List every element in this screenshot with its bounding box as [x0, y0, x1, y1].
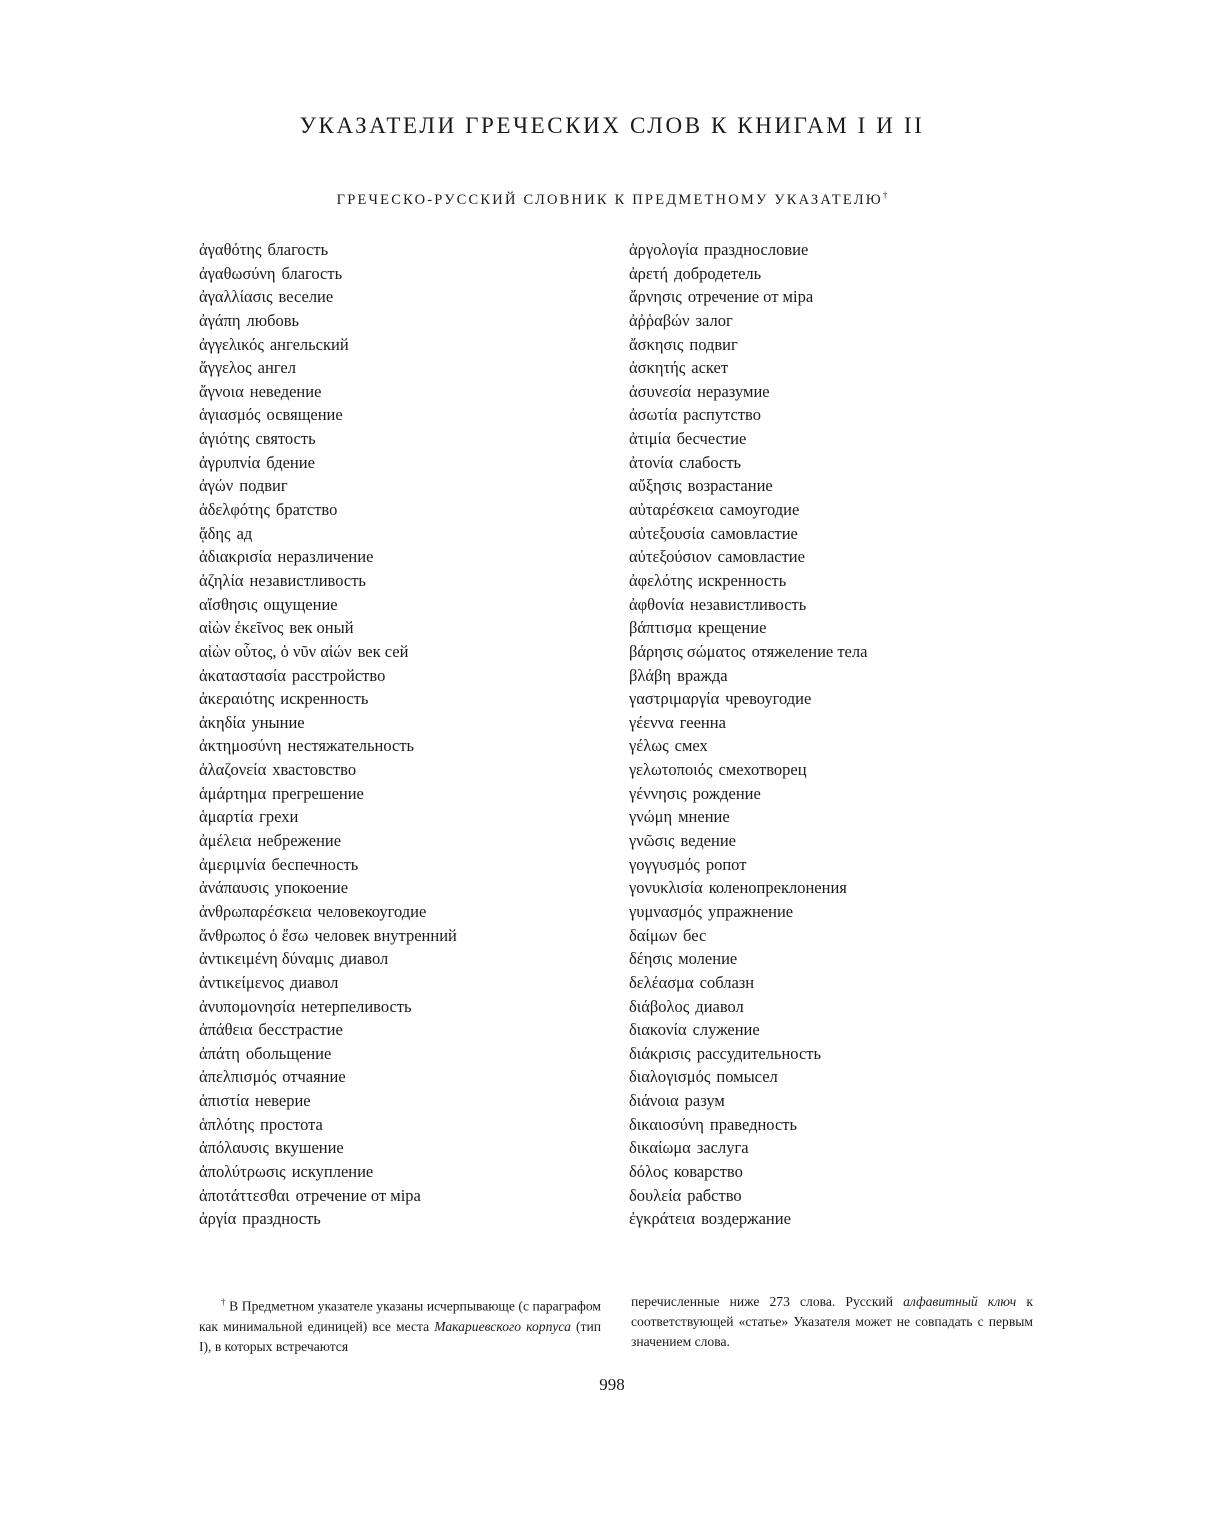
- glossary-entry: [629, 995, 1049, 1019]
- glossary-entry: [199, 1160, 619, 1184]
- greek-term: αὐταρέσκεια: [629, 500, 714, 520]
- russian-term: человек внутренний: [314, 925, 457, 945]
- russian-term: бдение: [266, 452, 315, 472]
- glossary-entry: [199, 1042, 619, 1066]
- greek-term: δόλος: [629, 1161, 668, 1181]
- glossary-entry: [629, 1089, 1049, 1113]
- glossary-entry: [199, 403, 619, 427]
- glossary-entry: [199, 285, 619, 309]
- greek-term: γνῶσις: [629, 831, 675, 851]
- russian-term: праздность: [242, 1209, 321, 1229]
- russian-term: самовластие: [717, 547, 805, 567]
- russian-term: век оный: [289, 618, 354, 638]
- footnote-text: перечисленные ниже 273 слова. Русский: [631, 1294, 904, 1309]
- footnote-text: (тип I), в которых встречаются: [199, 1318, 602, 1354]
- russian-term: нетерпеливость: [301, 996, 412, 1016]
- glossary-entry: [629, 1160, 1049, 1184]
- russian-term: ропот: [705, 854, 747, 874]
- russian-term: рассудительность: [696, 1043, 822, 1063]
- russian-term: отречение от міра: [687, 287, 814, 307]
- greek-term: γνώμη: [629, 807, 673, 827]
- russian-term: празднословие: [704, 240, 809, 259]
- russian-term: неверие: [255, 1091, 311, 1111]
- russian-term: человекоугодие: [317, 901, 427, 921]
- glossary-column-left: [199, 238, 619, 1231]
- greek-term: ἀφελότης: [629, 570, 693, 590]
- greek-term: ἀπιστία: [199, 1091, 250, 1111]
- greek-term: ἀμεριμνία: [199, 854, 266, 874]
- russian-term: моление: [678, 949, 738, 969]
- greek-term: γογγυσμός: [629, 854, 700, 874]
- glossary-entry: [629, 853, 1049, 877]
- greek-term: ἀκεραιότης: [199, 689, 275, 709]
- glossary-entry: [629, 238, 1049, 262]
- glossary-entry: [199, 805, 619, 829]
- glossary-entry: [199, 333, 619, 357]
- glossary-entry: [199, 522, 619, 546]
- russian-term: вражда: [677, 665, 728, 685]
- russian-term: подвиг: [239, 476, 288, 496]
- russian-term: коленопреклонения: [708, 878, 847, 898]
- russian-term: воздержание: [701, 1209, 791, 1229]
- greek-term: ἁμαρτία: [199, 807, 254, 827]
- russian-term: независтливость: [689, 594, 807, 614]
- russian-term: диавол: [339, 949, 389, 969]
- glossary-entry: [199, 569, 619, 593]
- glossary-entry: [199, 995, 619, 1019]
- glossary-entry: [199, 829, 619, 853]
- glossary-entry: [629, 356, 1049, 380]
- glossary-entry: [629, 1184, 1049, 1208]
- glossary-entry: [629, 403, 1049, 427]
- glossary-entry: [199, 1207, 619, 1231]
- russian-term: помысел: [716, 1067, 778, 1087]
- russian-term: неразличение: [277, 547, 374, 567]
- glossary-entry: [629, 522, 1049, 546]
- greek-term: ἀπελπισμός: [199, 1067, 277, 1087]
- glossary-entry: [629, 664, 1049, 688]
- glossary-entry: [629, 545, 1049, 569]
- greek-term: ἀλαζονεία: [199, 760, 267, 780]
- glossary-entry: [629, 924, 1049, 948]
- glossary-entry: [629, 782, 1049, 806]
- glossary-entry: [629, 1065, 1049, 1089]
- greek-term: γέλως: [629, 736, 669, 756]
- glossary-entry: [199, 782, 619, 806]
- greek-term: ἐγκράτεια: [629, 1209, 696, 1229]
- russian-term: отречение от міра: [295, 1185, 421, 1205]
- greek-term: διακονία: [629, 1020, 687, 1040]
- russian-term: неразумие: [697, 381, 770, 401]
- russian-term: ангел: [257, 358, 296, 378]
- greek-term: αὐτεξούσιον: [629, 547, 712, 567]
- greek-term: ἀρετή: [629, 263, 669, 283]
- russian-term: ощущение: [263, 594, 338, 614]
- glossary-entry: [199, 664, 619, 688]
- greek-term: ἀπάτη: [199, 1043, 240, 1063]
- greek-term: ἀκτημοσύνη: [199, 736, 282, 756]
- greek-term: γελωτοποιός: [629, 760, 713, 780]
- glossary-entry: [199, 876, 619, 900]
- greek-term: ἀπάθεια: [199, 1020, 253, 1040]
- page-number: 998: [599, 1375, 625, 1394]
- glossary-entry: [629, 309, 1049, 333]
- greek-term: ἀσυνεσία: [629, 381, 692, 401]
- russian-term: небрежение: [257, 831, 342, 851]
- russian-term: возрастание: [687, 476, 773, 496]
- greek-term: γονυκλισία: [629, 878, 703, 898]
- glossary-entry: [629, 1042, 1049, 1066]
- russian-term: расстройство: [291, 665, 386, 685]
- russian-term: независтливость: [249, 570, 366, 590]
- russian-term: крещение: [697, 618, 767, 638]
- russian-term: святость: [255, 429, 316, 449]
- greek-term: ἀμέλεια: [199, 831, 252, 851]
- russian-term: ангельский: [269, 334, 349, 354]
- glossary-entry: [629, 616, 1049, 640]
- glossary-entry: [629, 1207, 1049, 1231]
- greek-term: γέννησις: [629, 783, 687, 803]
- greek-term: ἀσωτία: [629, 405, 678, 425]
- glossary-entry: [199, 853, 619, 877]
- glossary-entry: [199, 1018, 619, 1042]
- glossary-entry: [629, 333, 1049, 357]
- russian-term: искренность: [280, 689, 369, 709]
- greek-term: ἀγάπη: [199, 310, 241, 330]
- glossary-entry: [199, 1184, 619, 1208]
- greek-term: ἀδιακρισία: [199, 547, 272, 567]
- russian-term: залог: [695, 310, 733, 330]
- russian-term: уныние: [251, 712, 305, 732]
- greek-term: διαλογισμός: [629, 1067, 711, 1087]
- russian-term: праведность: [709, 1114, 798, 1134]
- greek-term: βλάβη: [629, 665, 672, 685]
- russian-term: рабство: [687, 1185, 742, 1205]
- russian-term: коварство: [673, 1161, 743, 1181]
- glossary-entry: [629, 1136, 1049, 1160]
- russian-term: хвастовство: [272, 760, 357, 780]
- greek-term: ἄγνοια: [199, 381, 244, 401]
- russian-term: геенна: [679, 712, 726, 732]
- greek-term: διάκρισις: [629, 1043, 691, 1063]
- greek-term: βάρησις σώματος: [629, 641, 746, 661]
- greek-term: δαίμων: [629, 925, 678, 945]
- russian-term: самовластие: [710, 523, 798, 543]
- greek-term: ἄρνησις: [629, 287, 682, 307]
- glossary-entry: [629, 451, 1049, 475]
- greek-term: αἰὼν ἐκεῖνος: [199, 618, 284, 638]
- russian-term: смехотворец: [718, 760, 807, 780]
- glossary-entry: [629, 1113, 1049, 1137]
- glossary-entry: [199, 427, 619, 451]
- footnote-emphasis: Макариевского корпуса: [434, 1318, 571, 1334]
- page-title: УКАЗАТЕЛИ ГРЕЧЕСКИХ СЛОВ К КНИГАМ I И II: [299, 113, 925, 138]
- glossary-entry: [629, 971, 1049, 995]
- greek-term: αἰὼν οὗτος, ὁ νῦν αἰών: [199, 641, 352, 661]
- greek-term: ἀργία: [199, 1209, 237, 1229]
- footnote-text: к соответствующей «статье» Указателя может не совпадать с первым значением слова.: [631, 1294, 1033, 1350]
- russian-term: нестяжательность: [287, 736, 415, 756]
- glossary-entry: [199, 451, 619, 475]
- greek-term: ἁμάρτημα: [199, 783, 267, 803]
- glossary-entry: [629, 758, 1049, 782]
- russian-term: чревоугодие: [725, 689, 812, 709]
- glossary-entry: [629, 474, 1049, 498]
- greek-term: ἀντικείμενος: [199, 972, 284, 992]
- russian-term: подвиг: [689, 334, 738, 354]
- russian-term: братство: [275, 500, 338, 520]
- glossary-entry: [199, 687, 619, 711]
- greek-term: ἀσκητής: [629, 358, 686, 378]
- russian-term: диавол: [695, 996, 744, 1016]
- russian-term: смех: [674, 736, 708, 756]
- glossary-entry: [629, 876, 1049, 900]
- glossary-entry: [629, 569, 1049, 593]
- glossary-entry: [199, 309, 619, 333]
- glossary-entry: [629, 427, 1049, 451]
- glossary-entry: [199, 711, 619, 735]
- glossary-entry: [199, 262, 619, 286]
- greek-term: ἀῤῥαβών: [629, 310, 690, 330]
- russian-term: веселие: [278, 287, 334, 307]
- greek-term: ἀγαθότης: [199, 240, 262, 259]
- greek-term: ἄσκησις: [629, 334, 684, 354]
- russian-term: аскет: [691, 358, 729, 378]
- russian-term: служение: [692, 1020, 760, 1040]
- greek-term: ἁγιότης: [199, 429, 250, 449]
- russian-term: соблазн: [699, 972, 755, 992]
- glossary-entry: [199, 971, 619, 995]
- greek-term: ἀτιμία: [629, 429, 671, 449]
- russian-term: грехи: [259, 807, 299, 827]
- glossary-entry: [629, 805, 1049, 829]
- russian-term: добродетель: [674, 263, 762, 283]
- glossary-entry: [199, 616, 619, 640]
- russian-term: упражнение: [707, 901, 794, 921]
- greek-term: ᾅδης: [199, 523, 231, 543]
- greek-term: ἀνάπαυσις: [199, 878, 269, 898]
- glossary-entry: [199, 900, 619, 924]
- greek-term: δικαίωμα: [629, 1138, 691, 1158]
- russian-term: век сей: [357, 641, 409, 661]
- glossary-entry: [629, 262, 1049, 286]
- greek-term: ἀποτάττεσθαι: [199, 1185, 290, 1205]
- greek-term: ἀντικειμένη δύναμις: [199, 949, 334, 969]
- greek-term: ἀγαλλίασις: [199, 287, 273, 307]
- russian-term: ад: [236, 523, 253, 543]
- russian-term: ведение: [680, 831, 736, 851]
- glossary-entry: [199, 498, 619, 522]
- greek-term: ἀργολογία: [629, 240, 699, 259]
- glossary-entry: [199, 640, 619, 664]
- glossary-entry: [629, 1018, 1049, 1042]
- glossary-entry: [629, 285, 1049, 309]
- russian-term: бесчестие: [676, 429, 747, 449]
- glossary-entry: [199, 380, 619, 404]
- glossary-entry: [199, 238, 619, 262]
- greek-term: γυμνασμός: [629, 901, 702, 921]
- greek-term: δουλεία: [629, 1185, 682, 1205]
- greek-term: ἁγιασμός: [199, 405, 261, 425]
- glossary-entry: [629, 900, 1049, 924]
- greek-term: αἴσθησις: [199, 594, 258, 614]
- russian-term: простота: [260, 1114, 323, 1134]
- glossary-entry: [199, 1113, 619, 1137]
- greek-term: ἀφθονία: [629, 594, 684, 614]
- russian-term: любовь: [246, 310, 300, 330]
- greek-term: ἀγρυπνία: [199, 452, 261, 472]
- greek-term: ἀνυπομονησία: [199, 996, 296, 1016]
- russian-term: неведение: [249, 381, 322, 401]
- footnote-left: [199, 1292, 601, 1357]
- greek-term: ἀγγελικός: [199, 334, 264, 354]
- greek-term: βάπτισμα: [629, 618, 692, 638]
- russian-term: прегрешение: [272, 783, 364, 803]
- greek-term: ἀκηδία: [199, 712, 246, 732]
- greek-term: ἀγαθωσύνη: [199, 263, 276, 283]
- russian-term: вкушение: [274, 1138, 344, 1158]
- glossary-column-right: [629, 238, 1049, 1231]
- glossary-entry: [199, 1136, 619, 1160]
- glossary-entry: [629, 711, 1049, 735]
- subtitle-text: ГРЕЧЕСКО-РУССКИЙ СЛОВНИК К ПРЕДМЕТНОМУ УКАЗАТЕЛЮ: [336, 191, 883, 208]
- greek-term: ἀνθρωπαρέσκεια: [199, 901, 312, 921]
- glossary-entry: [199, 356, 619, 380]
- glossary-entry: [199, 1065, 619, 1089]
- footnote-emphasis: алфавитный ключ: [903, 1294, 1017, 1309]
- glossary-entry: [629, 947, 1049, 971]
- russian-term: слабость: [679, 452, 742, 472]
- russian-term: разум: [684, 1091, 725, 1111]
- russian-term: благость: [281, 263, 343, 283]
- russian-term: отяжеление тела: [751, 641, 868, 661]
- russian-term: рождение: [692, 783, 761, 803]
- greek-term: ἀδελφότης: [199, 500, 270, 520]
- greek-term: διάβολος: [629, 996, 690, 1016]
- glossary-entry: [199, 758, 619, 782]
- glossary-entry: [199, 474, 619, 498]
- greek-term: ἄνθρωπος ὁ ἔσω: [199, 925, 309, 945]
- greek-term: δελέασμα: [629, 972, 694, 992]
- glossary-entry: [629, 498, 1049, 522]
- greek-term: ἀζηλία: [199, 570, 244, 590]
- glossary-entry: [629, 593, 1049, 617]
- glossary-entry: [629, 734, 1049, 758]
- glossary-entry: [199, 1089, 619, 1113]
- glossary-entry: [629, 829, 1049, 853]
- russian-term: отчаяние: [282, 1067, 346, 1087]
- greek-term: γέεννα: [629, 712, 674, 732]
- footnote-mark: †: [221, 1297, 226, 1307]
- glossary-entry: [629, 687, 1049, 711]
- russian-term: упокоение: [274, 878, 349, 898]
- greek-term: διάνοια: [629, 1091, 679, 1111]
- russian-term: искренность: [698, 570, 787, 590]
- russian-term: диавол: [289, 972, 339, 992]
- greek-term: δικαιοσύνη: [629, 1114, 704, 1134]
- section-subtitle: [0, 190, 1224, 209]
- russian-term: искупление: [291, 1161, 374, 1181]
- russian-term: освящение: [266, 405, 343, 425]
- glossary-entry: [199, 947, 619, 971]
- greek-term: ἀκαταστασία: [199, 665, 286, 685]
- russian-term: мнение: [678, 807, 730, 827]
- russian-term: распутство: [683, 405, 761, 425]
- glossary-entry: [199, 593, 619, 617]
- greek-term: ἀγών: [199, 476, 234, 496]
- greek-term: δέησις: [629, 949, 673, 969]
- glossary-entry: [199, 924, 619, 948]
- greek-term: ἀτονία: [629, 452, 674, 472]
- glossary-entry: [199, 545, 619, 569]
- footnote-mark: †: [882, 190, 888, 200]
- footnote-right: [631, 1292, 1033, 1353]
- russian-term: беспечность: [271, 854, 359, 874]
- russian-term: благость: [267, 240, 329, 259]
- glossary-entry: [199, 734, 619, 758]
- russian-term: бес: [683, 925, 707, 945]
- greek-term: γαστριμαργία: [629, 689, 720, 709]
- russian-term: заслуга: [696, 1138, 749, 1158]
- greek-term: ἄγγελος: [199, 358, 252, 378]
- greek-term: ἁπλότης: [199, 1114, 255, 1134]
- footnote-text: В Предметном указателе указаны исчерпывающе (с параграфом как минимальной единицей) все места: [199, 1298, 601, 1334]
- greek-term: αὔξησις: [629, 476, 682, 496]
- greek-term: ἀπόλαυσις: [199, 1138, 269, 1158]
- greek-term: ἀπολύτρωσις: [199, 1161, 286, 1181]
- russian-term: самоугодие: [719, 500, 800, 520]
- greek-term: αὐτεξουσία: [629, 523, 705, 543]
- russian-term: бесстрастие: [258, 1020, 343, 1040]
- russian-term: обольщение: [245, 1043, 332, 1063]
- glossary-entry: [629, 380, 1049, 404]
- glossary-entry: [629, 640, 1049, 664]
